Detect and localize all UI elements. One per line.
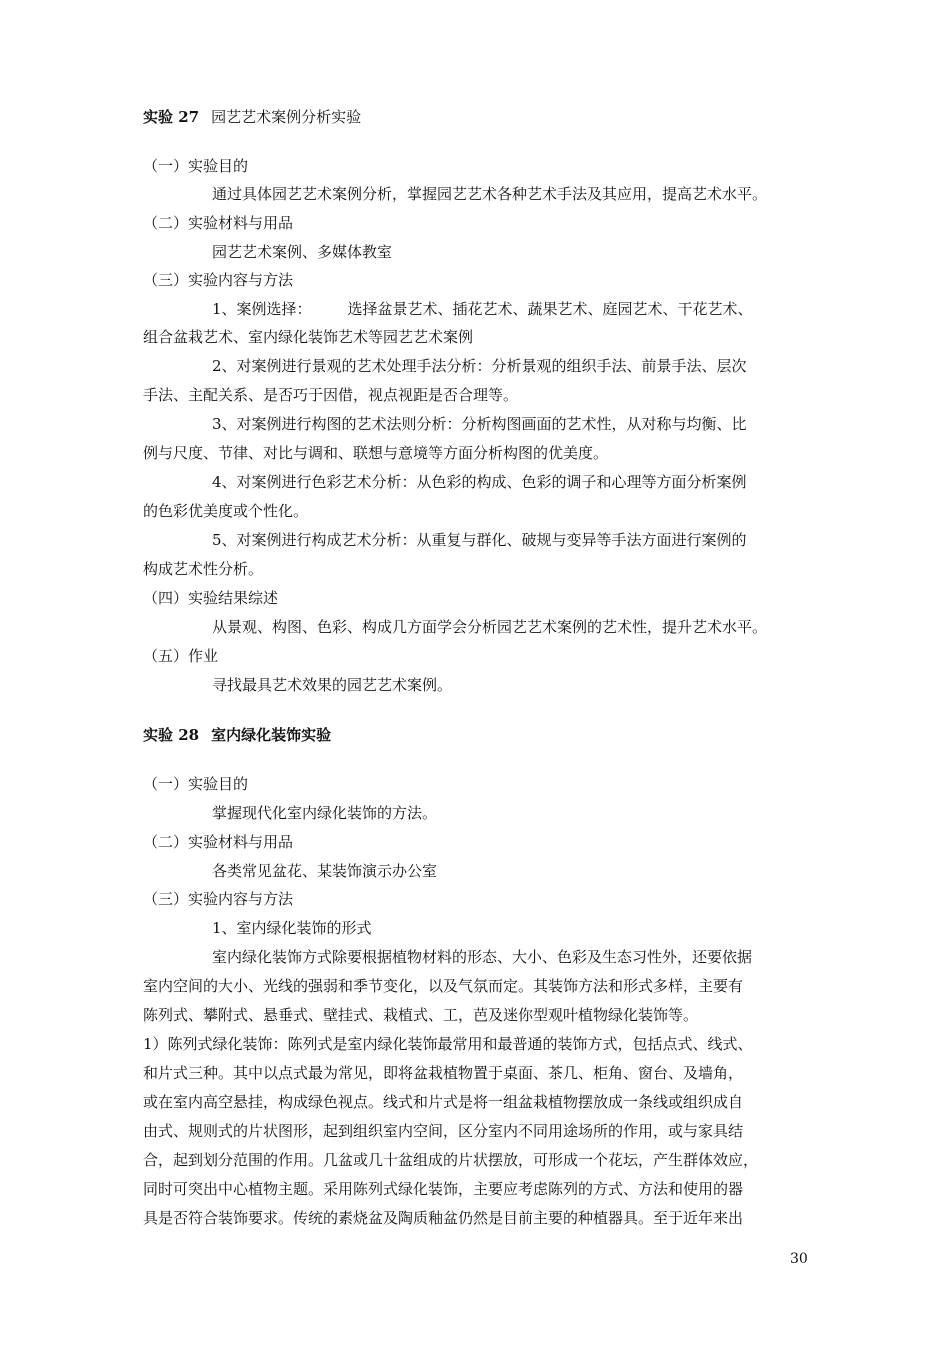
- exp27-number: 实验 27: [143, 108, 200, 126]
- exp27-item-1-line-2: 组合盆栽艺术、室内绿化装饰艺术等园艺艺术案例: [143, 328, 474, 346]
- exp27-item-1-label: 1、案例选择：: [212, 300, 312, 318]
- exp28-paragraph-line-9: 同时可突出中心植物主题。采用陈列式绿化装饰，主要应考虑陈列的方式、方法和使用的器: [143, 1180, 744, 1198]
- exp27-section-2-heading: （二）实验材料与用品: [143, 214, 294, 232]
- exp27-title: 园艺艺术案例分析实验: [211, 108, 362, 126]
- exp27-item-4-line-1: 4、对案例进行色彩艺术分析：从色彩的构成、色彩的调子和心理等方面分析案例: [212, 473, 747, 491]
- exp28-paragraph-line-5: 和片式三种。其中以点式最为常见，即将盆栽植物置于桌面、茶几、柜角、窗台、及墙角，: [143, 1064, 744, 1082]
- exp27-item-4-line-2: 的色彩优美度或个性化。: [143, 502, 309, 520]
- exp28-section-1-heading: （一）实验目的: [143, 775, 249, 793]
- exp28-section-2-heading: （二）实验材料与用品: [143, 833, 294, 851]
- exp28-paragraph-line-7: 由式、规则式的片状图形，起到组织室内空间，区分室内不同用途场所的作用，或与家具结: [143, 1122, 744, 1140]
- exp28-paragraph-line-2: 室内空间的大小、光线的强弱和季节变化，以及气氛而定。其装饰方法和形式多样，主要有: [143, 977, 744, 995]
- exp28-paragraph-line-4: 1）陈列式绿化装饰：陈列式是室内绿化装饰最常用和最普通的装饰方式，包括点式、线式、: [143, 1035, 753, 1053]
- exp28-paragraph-line-8: 合，起到划分范围的作用。几盆或几十盆组成的片状摆放，可形成一个花坛，产生群体效应，: [143, 1151, 759, 1169]
- exp28-paragraph-line-3: 陈列式、攀附式、悬垂式、壁挂式、栽植式、工，芭及迷你型观叶植物绿化装饰等。: [143, 1006, 699, 1024]
- exp27-heading: [143, 107, 361, 127]
- exp27-section-1-text: 通过具体园艺艺术案例分析，掌握园艺艺术各种艺术手法及其应用，提高艺术水平。: [212, 185, 768, 203]
- exp28-paragraph-line-6: 或在室内高空悬挂，构成绿色视点。线式和片式是将一组盆栽植物摆放成一条线或组织成自: [143, 1093, 744, 1111]
- exp28-section-2-text: 各类常见盆花、某装饰演示办公室: [212, 862, 438, 880]
- exp28-paragraph-line-1: 室内绿化装饰方式除要根据植物材料的形态、大小、色彩及生态习性外，还要依据: [212, 948, 753, 966]
- exp27-item-3-line-2: 例与尺度、节律、对比与调和、联想与意境等方面分析构图的优美度。: [143, 444, 609, 462]
- exp28-number: 实验 28: [143, 726, 200, 744]
- exp27-item-3-line-1: 3、对案例进行构图的艺术法则分析：分析构图画面的艺术性，从对称与均衡、比: [212, 415, 747, 433]
- exp28-section-3-heading: （三）实验内容与方法: [143, 890, 294, 908]
- exp27-section-3-heading: （三）实验内容与方法: [143, 271, 294, 289]
- exp28-section-1-text: 掌握现代化室内绿化装饰的方法。: [212, 804, 438, 822]
- page-number: 30: [790, 1251, 808, 1267]
- exp27-section-5-heading: （五）作业: [143, 647, 219, 665]
- exp27-item-5-line-2: 构成艺术性分析。: [143, 560, 264, 578]
- exp28-title: 室内绿化装饰实验: [211, 726, 332, 744]
- exp27-item-5-line-1: 5、对案例进行构成艺术分析：从重复与群化、破规与变异等手法方面进行案例的: [212, 531, 747, 549]
- exp27-section-2-text: 园艺艺术案例、多媒体教室: [212, 243, 393, 261]
- exp27-section-4-heading: （四）实验结果综述: [143, 589, 279, 607]
- exp27-section-5-text: 寻找最具艺术效果的园艺艺术案例。: [212, 676, 453, 694]
- exp27-item-2-line-1: 2、对案例进行景观的艺术处理手法分析：分析景观的组织手法、前景手法、层次: [212, 357, 747, 375]
- exp28-paragraph-line-10: 具是否符合装饰要求。传统的素烧盆及陶质釉盆仍然是目前主要的种植器具。至于近年来出: [143, 1209, 744, 1227]
- exp27-section-4-text: 从景观、构图、色彩、构成几方面学会分析园艺艺术案例的艺术性，提升艺术水平。: [212, 618, 768, 636]
- exp27-section-1-heading: （一）实验目的: [143, 157, 249, 175]
- exp27-item-1-text: 选择盆景艺术、插花艺术、蔬果艺术、庭园艺术、干花艺术、: [347, 300, 753, 318]
- exp27-item-1-line-1: [212, 299, 753, 319]
- exp28-heading: [143, 725, 331, 745]
- exp27-item-2-line-2: 手法、主配关系、是否巧于因借，视点视距是否合理等。: [143, 386, 519, 404]
- exp28-subsection-1-title: 1、室内绿化装饰的形式: [212, 919, 372, 937]
